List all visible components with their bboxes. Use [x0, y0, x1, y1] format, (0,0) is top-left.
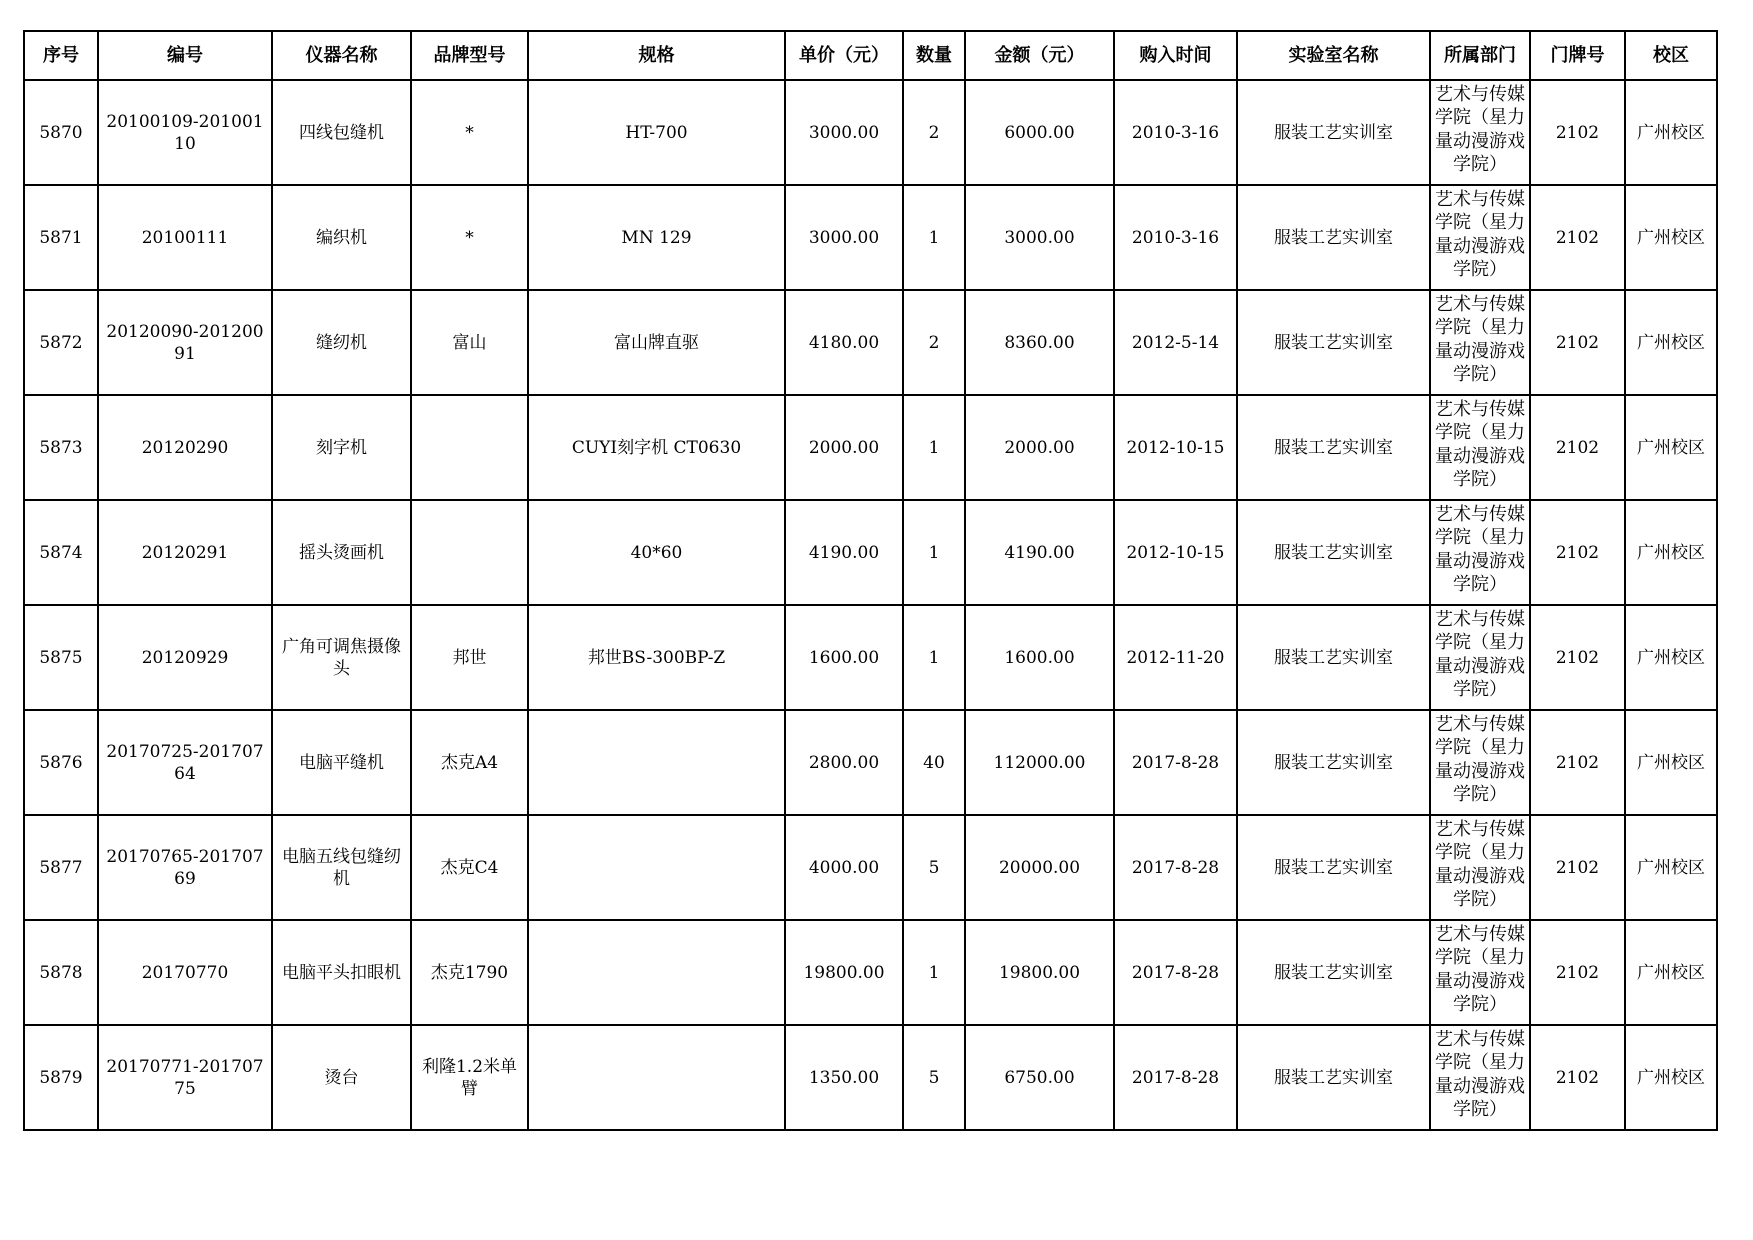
purchase-date-cell	[1114, 1025, 1237, 1130]
brand-model-cell-text: *	[465, 122, 474, 143]
seq-cell-text: 5872	[39, 332, 83, 353]
seq-cell	[24, 185, 98, 290]
purchase-date-cell-text: 2017-8-28	[1131, 962, 1220, 983]
room-number-cell-text: 2102	[1555, 542, 1600, 563]
unit-price-cell-text: 4190.00	[808, 542, 880, 563]
seq-cell	[24, 500, 98, 605]
amount-cell-text: 8360.00	[1004, 332, 1075, 353]
purchase-date-cell-text: 2017-8-28	[1131, 1067, 1220, 1088]
instrument-name-cell-text: 四线包缝机	[299, 122, 384, 143]
quantity-cell	[903, 605, 965, 710]
quantity-cell-text: 5	[928, 857, 940, 878]
quantity-cell-text: 5	[928, 1067, 940, 1088]
quantity-cell-text: 2	[928, 122, 940, 143]
spec-cell	[528, 500, 785, 605]
brand-model-cell	[411, 80, 528, 185]
unit-price-cell-text: 3000.00	[808, 227, 880, 248]
purchase-date-cell	[1114, 605, 1237, 710]
amount-cell-text: 1600.00	[1004, 647, 1075, 668]
lab-name-cell	[1237, 500, 1430, 605]
lab-name-cell-text: 服装工艺实训室	[1274, 122, 1393, 143]
campus-cell	[1625, 290, 1717, 395]
room-number-cell	[1530, 80, 1625, 185]
campus-cell	[1625, 395, 1717, 500]
header-row	[24, 31, 1717, 80]
column-header: 数量	[903, 31, 965, 80]
spec-cell	[528, 1025, 785, 1130]
room-number-cell-text: 2102	[1555, 857, 1600, 878]
campus-cell-text: 广州校区	[1637, 332, 1705, 353]
campus-cell-text: 广州校区	[1637, 962, 1705, 983]
room-number-cell	[1530, 1025, 1625, 1130]
code-cell-text: 20170725-20170764	[106, 741, 264, 784]
code-cell-text: 20100109-20100110	[106, 111, 264, 154]
column-header: 购入时间	[1114, 31, 1237, 80]
code-cell	[98, 80, 272, 185]
table-row	[24, 290, 1717, 395]
quantity-cell	[903, 500, 965, 605]
seq-cell	[24, 605, 98, 710]
lab-name-cell	[1237, 1025, 1430, 1130]
unit-price-cell-text: 1600.00	[808, 647, 880, 668]
instrument-name-cell	[272, 500, 411, 605]
seq-cell-text: 5875	[39, 647, 83, 668]
table-row	[24, 395, 1717, 500]
unit-price-cell	[785, 290, 903, 395]
brand-model-cell	[411, 920, 528, 1025]
room-number-cell-text: 2102	[1555, 647, 1600, 668]
purchase-date-cell-text: 2012-10-15	[1126, 437, 1225, 458]
code-cell	[98, 395, 272, 500]
unit-price-cell	[785, 1025, 903, 1130]
department-cell-text: 艺术与传媒学院（星力量动漫游戏学院）	[1435, 713, 1525, 805]
brand-model-cell-text: *	[465, 227, 474, 248]
quantity-cell-text: 2	[928, 332, 940, 353]
quantity-cell	[903, 185, 965, 290]
unit-price-cell-text: 2800.00	[808, 752, 880, 773]
department-cell	[1430, 920, 1530, 1025]
campus-cell-text: 广州校区	[1637, 752, 1705, 773]
lab-name-cell-text: 服装工艺实训室	[1274, 752, 1393, 773]
campus-cell	[1625, 710, 1717, 815]
unit-price-cell-text: 19800.00	[803, 962, 885, 983]
room-number-cell	[1530, 290, 1625, 395]
brand-model-cell-text: 邦世	[452, 647, 487, 668]
department-cell	[1430, 185, 1530, 290]
room-number-cell-text: 2102	[1555, 227, 1600, 248]
campus-cell	[1625, 80, 1717, 185]
brand-model-cell	[411, 1025, 528, 1130]
room-number-cell	[1530, 605, 1625, 710]
quantity-cell	[903, 290, 965, 395]
campus-cell-text: 广州校区	[1637, 857, 1705, 878]
brand-model-cell-text: 利隆1.2米单臂	[421, 1056, 518, 1099]
instrument-name-cell	[272, 395, 411, 500]
lab-name-cell	[1237, 80, 1430, 185]
department-cell	[1430, 500, 1530, 605]
column-header: 所属部门	[1430, 31, 1530, 80]
unit-price-cell	[785, 500, 903, 605]
seq-cell	[24, 1025, 98, 1130]
department-cell	[1430, 605, 1530, 710]
amount-cell-text: 20000.00	[998, 857, 1081, 878]
room-number-cell	[1530, 815, 1625, 920]
room-number-cell	[1530, 710, 1625, 815]
purchase-date-cell-text: 2012-10-15	[1126, 542, 1225, 563]
instrument-name-cell	[272, 605, 411, 710]
table-row	[24, 1025, 1717, 1130]
column-header: 门牌号	[1530, 31, 1625, 80]
instrument-name-cell-text: 刻字机	[316, 437, 367, 458]
lab-name-cell	[1237, 185, 1430, 290]
table-row	[24, 500, 1717, 605]
room-number-cell-text: 2102	[1555, 962, 1600, 983]
purchase-date-cell	[1114, 290, 1237, 395]
table-row	[24, 710, 1717, 815]
spec-cell-text: HT-700	[625, 122, 688, 143]
code-cell	[98, 605, 272, 710]
amount-cell	[965, 185, 1114, 290]
purchase-date-cell	[1114, 80, 1237, 185]
instrument-name-cell	[272, 920, 411, 1025]
campus-cell-text: 广州校区	[1637, 1067, 1705, 1088]
code-cell-text: 20170771-20170775	[106, 1056, 264, 1099]
unit-price-cell	[785, 710, 903, 815]
lab-name-cell-text: 服装工艺实训室	[1274, 332, 1393, 353]
column-header: 校区	[1625, 31, 1717, 80]
quantity-cell-text: 1	[928, 437, 940, 458]
seq-cell-text: 5873	[39, 437, 83, 458]
unit-price-cell-text: 1350.00	[808, 1067, 880, 1088]
instrument-name-cell	[272, 290, 411, 395]
code-cell-text: 20170770	[141, 962, 229, 983]
quantity-cell-text: 1	[928, 227, 940, 248]
department-cell-text: 艺术与传媒学院（星力量动漫游戏学院）	[1435, 293, 1525, 385]
brand-model-cell	[411, 605, 528, 710]
unit-price-cell-text: 2000.00	[808, 437, 880, 458]
seq-cell-text: 5870	[39, 122, 83, 143]
campus-cell	[1625, 605, 1717, 710]
instrument-name-cell-text: 广角可调焦摄像头	[282, 636, 401, 679]
amount-cell	[965, 605, 1114, 710]
campus-cell	[1625, 185, 1717, 290]
quantity-cell-text: 1	[928, 542, 940, 563]
lab-name-cell	[1237, 920, 1430, 1025]
amount-cell	[965, 290, 1114, 395]
lab-name-cell-text: 服装工艺实训室	[1274, 1067, 1393, 1088]
instrument-name-cell	[272, 185, 411, 290]
seq-cell	[24, 920, 98, 1025]
instrument-name-cell-text: 缝纫机	[316, 332, 367, 353]
column-header: 品牌型号	[411, 31, 528, 80]
code-cell	[98, 185, 272, 290]
seq-cell-text: 5871	[39, 227, 83, 248]
code-cell	[98, 290, 272, 395]
lab-name-cell	[1237, 815, 1430, 920]
spec-cell	[528, 920, 785, 1025]
purchase-date-cell	[1114, 815, 1237, 920]
department-cell	[1430, 1025, 1530, 1130]
purchase-date-cell-text: 2017-8-28	[1131, 857, 1220, 878]
amount-cell-text: 2000.00	[1004, 437, 1075, 458]
quantity-cell	[903, 710, 965, 815]
spec-cell	[528, 815, 785, 920]
campus-cell	[1625, 1025, 1717, 1130]
amount-cell-text: 6750.00	[1004, 1067, 1075, 1088]
instrument-name-cell	[272, 815, 411, 920]
seq-cell-text: 5876	[39, 752, 83, 773]
column-header: 实验室名称	[1237, 31, 1430, 80]
purchase-date-cell-text: 2017-8-28	[1131, 752, 1220, 773]
seq-cell-text: 5878	[39, 962, 83, 983]
seq-cell	[24, 815, 98, 920]
amount-cell	[965, 1025, 1114, 1130]
instrument-name-cell-text: 摇头烫画机	[299, 542, 384, 563]
department-cell	[1430, 815, 1530, 920]
spec-cell-text: 邦世BS-300BP-Z	[587, 647, 726, 668]
brand-model-cell	[411, 290, 528, 395]
spec-cell-text: MN 129	[621, 227, 692, 248]
instrument-name-cell-text: 电脑五线包缝纫机	[282, 846, 401, 889]
unit-price-cell	[785, 395, 903, 500]
code-cell-text: 20120090-20120091	[106, 321, 264, 364]
purchase-date-cell	[1114, 500, 1237, 605]
amount-cell	[965, 710, 1114, 815]
department-cell	[1430, 80, 1530, 185]
spec-cell-text: 富山牌直驱	[614, 332, 699, 353]
campus-cell-text: 广州校区	[1637, 647, 1705, 668]
column-header: 仪器名称	[272, 31, 411, 80]
seq-cell	[24, 395, 98, 500]
table-row	[24, 815, 1717, 920]
instrument-name-cell	[272, 710, 411, 815]
unit-price-cell	[785, 185, 903, 290]
instrument-name-cell-text: 编织机	[316, 227, 367, 248]
campus-cell-text: 广州校区	[1637, 122, 1705, 143]
quantity-cell	[903, 1025, 965, 1130]
instrument-name-cell-text: 电脑平头扣眼机	[282, 962, 401, 983]
unit-price-cell	[785, 920, 903, 1025]
quantity-cell	[903, 815, 965, 920]
unit-price-cell	[785, 815, 903, 920]
quantity-cell-text: 1	[928, 647, 940, 668]
brand-model-cell	[411, 815, 528, 920]
purchase-date-cell	[1114, 920, 1237, 1025]
campus-cell-text: 广州校区	[1637, 437, 1705, 458]
spec-cell-text: CUYI刻字机 CT0630	[571, 437, 742, 458]
purchase-date-cell-text: 2010-3-16	[1131, 227, 1220, 248]
campus-cell	[1625, 500, 1717, 605]
instrument-name-cell-text: 烫台	[324, 1067, 359, 1088]
code-cell-text: 20120290	[141, 437, 229, 458]
purchase-date-cell	[1114, 710, 1237, 815]
code-cell-text: 20120929	[141, 647, 229, 668]
column-header: 单价（元）	[785, 31, 903, 80]
brand-model-cell-text: 富山	[452, 332, 487, 353]
department-cell	[1430, 710, 1530, 815]
unit-price-cell-text: 4180.00	[808, 332, 880, 353]
seq-cell	[24, 80, 98, 185]
amount-cell-text: 19800.00	[998, 962, 1081, 983]
room-number-cell-text: 2102	[1555, 1067, 1600, 1088]
unit-price-cell	[785, 80, 903, 185]
campus-cell	[1625, 815, 1717, 920]
code-cell	[98, 815, 272, 920]
department-cell-text: 艺术与传媒学院（星力量动漫游戏学院）	[1435, 923, 1525, 1015]
amount-cell	[965, 815, 1114, 920]
room-number-cell	[1530, 920, 1625, 1025]
spec-cell	[528, 80, 785, 185]
code-cell-text: 20120291	[141, 542, 229, 563]
lab-name-cell-text: 服装工艺实训室	[1274, 647, 1393, 668]
instrument-name-cell	[272, 1025, 411, 1130]
amount-cell-text: 112000.00	[993, 752, 1086, 773]
room-number-cell	[1530, 395, 1625, 500]
quantity-cell	[903, 80, 965, 185]
department-cell	[1430, 290, 1530, 395]
equipment-table	[23, 30, 1718, 1131]
quantity-cell-text: 40	[923, 752, 945, 773]
amount-cell	[965, 500, 1114, 605]
spec-cell	[528, 395, 785, 500]
instrument-name-cell	[272, 80, 411, 185]
department-cell-text: 艺术与传媒学院（星力量动漫游戏学院）	[1435, 818, 1525, 910]
brand-model-cell-text: 杰克C4	[440, 857, 499, 878]
lab-name-cell-text: 服装工艺实训室	[1274, 857, 1393, 878]
room-number-cell-text: 2102	[1555, 122, 1600, 143]
brand-model-cell-text: 杰克1790	[430, 962, 509, 983]
table-row	[24, 920, 1717, 1025]
lab-name-cell	[1237, 290, 1430, 395]
code-cell-text: 20100111	[141, 227, 229, 248]
seq-cell	[24, 290, 98, 395]
column-header: 编号	[98, 31, 272, 80]
department-cell-text: 艺术与传媒学院（星力量动漫游戏学院）	[1435, 503, 1525, 595]
lab-name-cell-text: 服装工艺实训室	[1274, 962, 1393, 983]
lab-name-cell-text: 服装工艺实训室	[1274, 227, 1393, 248]
table-row	[24, 185, 1717, 290]
seq-cell-text: 5877	[39, 857, 83, 878]
room-number-cell-text: 2102	[1555, 752, 1600, 773]
table-header	[24, 31, 1717, 80]
spec-cell	[528, 185, 785, 290]
lab-name-cell-text: 服装工艺实训室	[1274, 542, 1393, 563]
code-cell	[98, 710, 272, 815]
spec-cell	[528, 605, 785, 710]
campus-cell	[1625, 920, 1717, 1025]
purchase-date-cell-text: 2010-3-16	[1131, 122, 1220, 143]
amount-cell	[965, 920, 1114, 1025]
seq-cell-text: 5874	[39, 542, 83, 563]
purchase-date-cell	[1114, 395, 1237, 500]
brand-model-cell	[411, 185, 528, 290]
brand-model-cell	[411, 395, 528, 500]
lab-name-cell	[1237, 395, 1430, 500]
amount-cell	[965, 395, 1114, 500]
code-cell	[98, 1025, 272, 1130]
department-cell-text: 艺术与传媒学院（星力量动漫游戏学院）	[1435, 1028, 1525, 1120]
lab-name-cell-text: 服装工艺实训室	[1274, 437, 1393, 458]
campus-cell-text: 广州校区	[1637, 542, 1705, 563]
unit-price-cell-text: 3000.00	[808, 122, 880, 143]
purchase-date-cell-text: 2012-11-20	[1126, 647, 1225, 668]
brand-model-cell	[411, 710, 528, 815]
lab-name-cell	[1237, 605, 1430, 710]
amount-cell-text: 3000.00	[1004, 227, 1075, 248]
department-cell-text: 艺术与传媒学院（星力量动漫游戏学院）	[1435, 83, 1525, 175]
column-header: 规格	[528, 31, 785, 80]
spec-cell	[528, 710, 785, 815]
code-cell-text: 20170765-20170769	[106, 846, 264, 889]
brand-model-cell	[411, 500, 528, 605]
lab-name-cell	[1237, 710, 1430, 815]
department-cell-text: 艺术与传媒学院（星力量动漫游戏学院）	[1435, 398, 1525, 490]
campus-cell-text: 广州校区	[1637, 227, 1705, 248]
quantity-cell	[903, 920, 965, 1025]
column-header: 金额（元）	[965, 31, 1114, 80]
code-cell	[98, 500, 272, 605]
table-body	[24, 80, 1717, 1130]
amount-cell-text: 4190.00	[1004, 542, 1075, 563]
room-number-cell	[1530, 500, 1625, 605]
department-cell-text: 艺术与传媒学院（星力量动漫游戏学院）	[1435, 188, 1525, 280]
spec-cell	[528, 290, 785, 395]
spec-cell-text: 40*60	[630, 542, 683, 563]
unit-price-cell	[785, 605, 903, 710]
room-number-cell-text: 2102	[1555, 332, 1600, 353]
room-number-cell	[1530, 185, 1625, 290]
seq-cell-text: 5879	[39, 1067, 83, 1088]
amount-cell	[965, 80, 1114, 185]
seq-cell	[24, 710, 98, 815]
purchase-date-cell-text: 2012-5-14	[1131, 332, 1220, 353]
column-header: 序号	[24, 31, 98, 80]
quantity-cell	[903, 395, 965, 500]
amount-cell-text: 6000.00	[1004, 122, 1075, 143]
purchase-date-cell	[1114, 185, 1237, 290]
instrument-name-cell-text: 电脑平缝机	[299, 752, 384, 773]
table-row	[24, 80, 1717, 185]
code-cell	[98, 920, 272, 1025]
unit-price-cell-text: 4000.00	[808, 857, 880, 878]
room-number-cell-text: 2102	[1555, 437, 1600, 458]
department-cell-text: 艺术与传媒学院（星力量动漫游戏学院）	[1435, 608, 1525, 700]
quantity-cell-text: 1	[928, 962, 940, 983]
brand-model-cell-text: 杰克A4	[440, 752, 499, 773]
department-cell	[1430, 395, 1530, 500]
table-row	[24, 605, 1717, 710]
